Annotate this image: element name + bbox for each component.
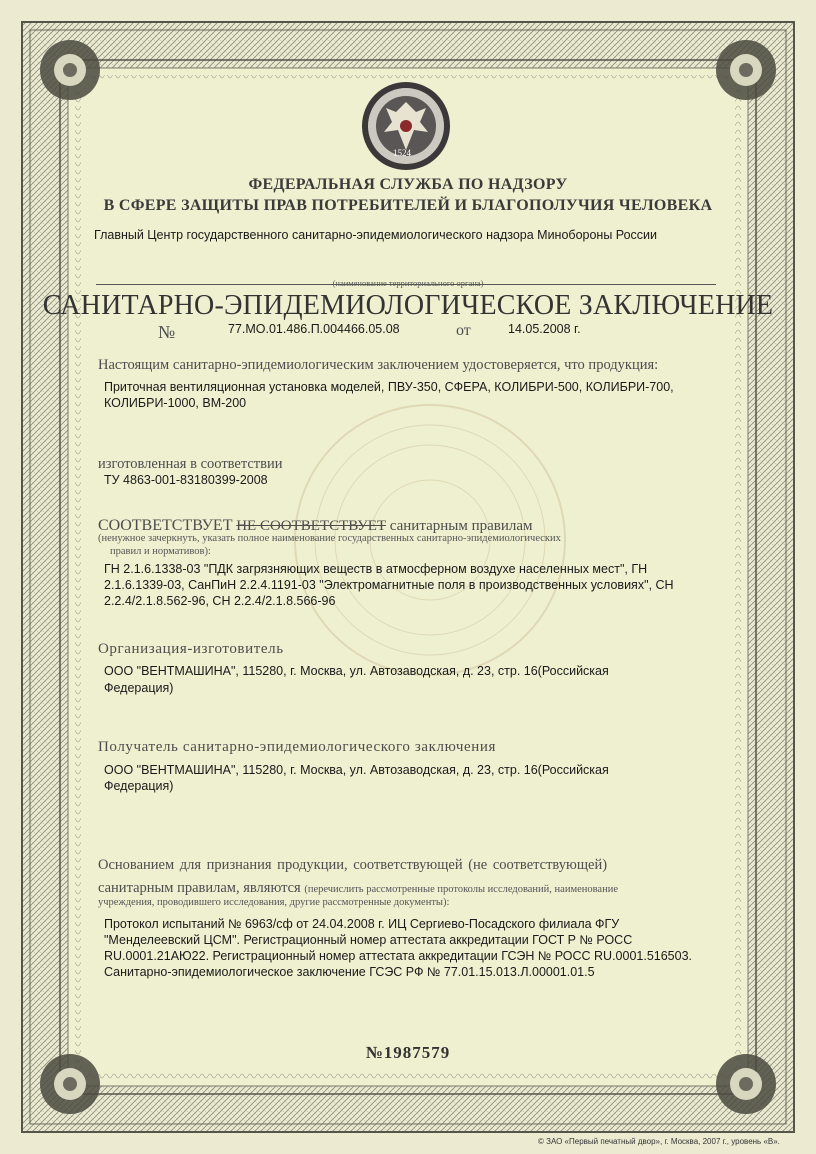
territorial-caption: (наименование территориального органа): [332, 278, 484, 288]
manufacturer-label: Организация-изготовитель: [98, 641, 284, 657]
product-line-2: КОЛИБРИ-1000, ВМ-200: [104, 396, 247, 410]
compliance-word: СООТВЕТСТВУЕТ: [98, 517, 233, 534]
printer-note: © ЗАО «Первый печатный двор», г. Москва, 2007 г., уровень «В».: [538, 1137, 780, 1146]
product-line-1: Приточная вентиляционная установка моделей, ПВУ-350, СФЕРА, КОЛИБРИ-500, КОЛИБРИ-700,: [104, 380, 674, 394]
basis-line-1: Основанием для признания продукции, соответствующей (не соответствующей): [98, 857, 608, 873]
compliance-tail: санитарным правилам: [389, 518, 533, 534]
recipient-line-1: ООО "ВЕНТМАШИНА", 115280, г. Москва, ул. Автозаводская, д. 23, стр. 16(Российская: [104, 763, 609, 777]
compliance-rules-2: 2.1.6.1339-03, СанПиН 2.2.4.1191-03 "Электромагнитные поля в производственных условиях", СН: [104, 578, 674, 592]
recipient-label: Получатель санитарно-эпидемиологического заключения: [98, 739, 496, 755]
basis-line-3: учреждения, проводившего исследования, другие рассмотренные документы):: [98, 897, 450, 908]
manufactured-standard: ТУ 4863-001-83180399-2008: [104, 473, 268, 487]
certificate-number: 77.МО.01.486.П.004466.05.08: [228, 322, 400, 336]
product-intro: Настоящим санитарно-эпидемиологическим заключением удостоверяется, что продукция:: [98, 357, 659, 373]
manufacturer-line-2: Федерация): [104, 681, 174, 695]
territorial-body: Главный Центр государственного санитарно-эпидемиологического надзора Минобороны России: [94, 228, 657, 242]
basis-doc-1: Протокол испытаний № 6963/сф от 24.04.2008 г. ИЦ Сергиево-Посадского филиала ФГУ: [104, 917, 620, 931]
certificate-date: 14.05.2008 г.: [508, 322, 581, 336]
basis-doc-2: "Менделеевский ЦСМ". Регистрационный номер аттестата аккредитации ГОСТ Р № РОСС: [104, 933, 633, 947]
basis-line-2a: санитарным правилам, являются: [98, 880, 301, 896]
basis-line-2: [98, 880, 618, 897]
agency-line-2: В СФЕРЕ ЗАЩИТЫ ПРАВ ПОТРЕБИТЕЛЕЙ И БЛАГОПОЛУЧИЯ ЧЕЛОВЕКА: [103, 197, 713, 214]
compliance-rules-3: 2.2.4/2.1.8.562-96, СН 2.2.4/2.1.8.566-96: [104, 594, 336, 608]
manufacturer-line-1: ООО "ВЕНТМАШИНА", 115280, г. Москва, ул. Автозаводская, д. 23, стр. 16(Российская: [104, 664, 609, 678]
compliance-note-2: правил и нормативов):: [110, 546, 211, 557]
basis-line-2b: (перечислить рассмотренные протоколы исследований, наименование: [304, 884, 618, 895]
date-label: от: [456, 322, 471, 339]
manufactured-label: изготовленная в соответствии: [98, 456, 283, 472]
recipient-line-2: Федерация): [104, 779, 174, 793]
form-number: №1987579: [365, 1043, 451, 1062]
basis-doc-3: RU.0001.21АЮ22. Регистрационный номер аттестата аккредитации ГСЭН № РОСС RU.0001.516503.: [104, 949, 693, 963]
seal-number: 1524: [393, 148, 411, 158]
agency-line-1: ФЕДЕРАЛЬНАЯ СЛУЖБА ПО НАДЗОРУ: [248, 176, 568, 193]
number-label: №: [158, 322, 176, 342]
basis-doc-4: Санитарно-эпидемиологическое заключение ГСЭС РФ № 77.01.15.013.Л.00001.01.5: [104, 965, 595, 979]
document-title: САНИТАРНО-ЭПИДЕМИОЛОГИЧЕСКОЕ ЗАКЛЮЧЕНИЕ: [42, 290, 774, 321]
compliance-note-1: (ненужное зачеркнуть, указать полное наименование государственных санитарно-эпидемиологических: [98, 533, 561, 544]
compliance-rules-1: ГН 2.1.6.1338-03 "ПДК загрязняющих веществ в атмосферном воздухе населенных мест", ГН: [104, 562, 648, 576]
compliance-struck: НЕ СООТВЕТСТВУЕТ: [236, 518, 387, 534]
